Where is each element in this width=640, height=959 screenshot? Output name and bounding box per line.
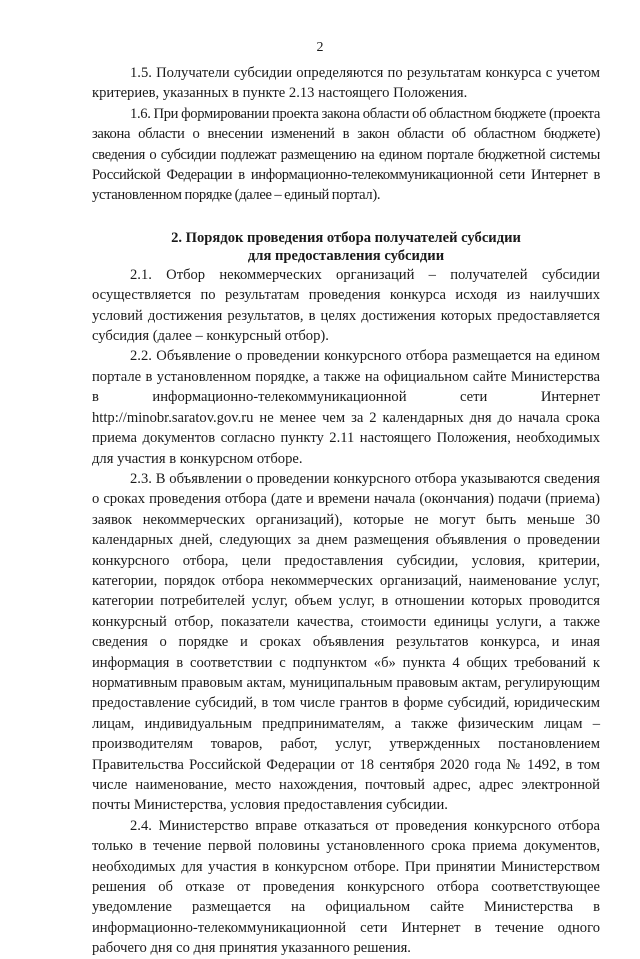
section-heading-line-1: 2. Порядок проведения отбора получателей субсидии [171, 229, 521, 246]
paragraph-2-2: 2.2. Объявление о проведении конкурсного отбора размещается на едином портале в установленном порядке, а также на официальном сайте Министерства в информационно-телекоммуникационной сети Интернет http://minobr.saratov.gov.ru не менее чем за 2 календарных дня до начала срока приема документов согласно пункту 2.11 настоящего Положения, необходимых для участия в конкурсном отборе. [92, 348, 600, 467]
paragraph-1-6: 1.6. При формировании проекта закона области об областном бюджете (проекта закона области о внесении изменений в закон области об областном бюджете) сведения о субсидии подлежат размещению на едином портале бюджетной системы Российской Федерации в информационно-телекоммуникационной сети Интернет в установленном порядке (далее – единый портал). [92, 105, 600, 204]
page-number: 2 [316, 40, 324, 55]
section-heading-line-2: для предоставления субсидии [247, 247, 445, 264]
document-body [92, 63, 600, 959]
paragraph-2-1: 2.1. Отбор некоммерческих организаций – получателей субсидии осуществляется по результатам проведения конкурса исходя из наилучших условий достижения результатов, в целях достижения которых предоставляется субсидия (далее – конкурсный отбор). [92, 266, 600, 345]
paragraph-2-4: 2.4. Министерство вправе отказаться от проведения конкурсного отбора только в течение первой половины установленного срока приема документов, необходимых для участия в конкурсном отборе. При принятии Министерством решения об отказе от проведения конкурсного отбора соответствующее уведомление размещается на официальном сайте Министерства в информационно-телекоммуникационной сети Интернет в течение одного рабочего дня со дня принятия указанного решения. [92, 817, 600, 957]
paragraph-1-5: 1.5. Получатели субсидии определяются по результатам конкурса с учетом критериев, указанных в пункте 2.13 настоящего Положения. [92, 65, 600, 102]
paragraph-2-3: 2.3. В объявлении о проведении конкурсного отбора указываются сведения о сроках проведения отбора (дате и времени начала (окончания) подачи (приема) заявок некоммерческих организаций), которые не могут быть меньше 30 календарных дней, следующих за днем размещения объявления о проведении конкурсного отбора, цели предоставления субсидии, условия, критерии, категории, порядок отбора некоммерческих организаций, наименование услуг, категории потребителей услуг, объем услуг, в отношении которых проводится конкурсный отбор, показатели качества, стоимости единицы услуги, а также сведения о порядке и сроках объявления результатов конкурса, и иная информация в соответствии с подпунктом «б» пункта 4 общих требований к нормативным правовым актам, муниципальным правовым актам, регулирующим предоставление субсидий, в том числе грантов в форме субсидий, юридическим лицам, индивидуальным предпринимателям, а также физическим лицам – производителям товаров, работ, услуг, утвержденных постановлением Правительства Российской Федерации от 18 сентября 2020 года № 1492, в том числе наименование, место нахождения, почтовый адрес, адрес электронной почты Министерства, условия предоставления субсидии. [92, 470, 600, 814]
section-heading [92, 229, 600, 265]
